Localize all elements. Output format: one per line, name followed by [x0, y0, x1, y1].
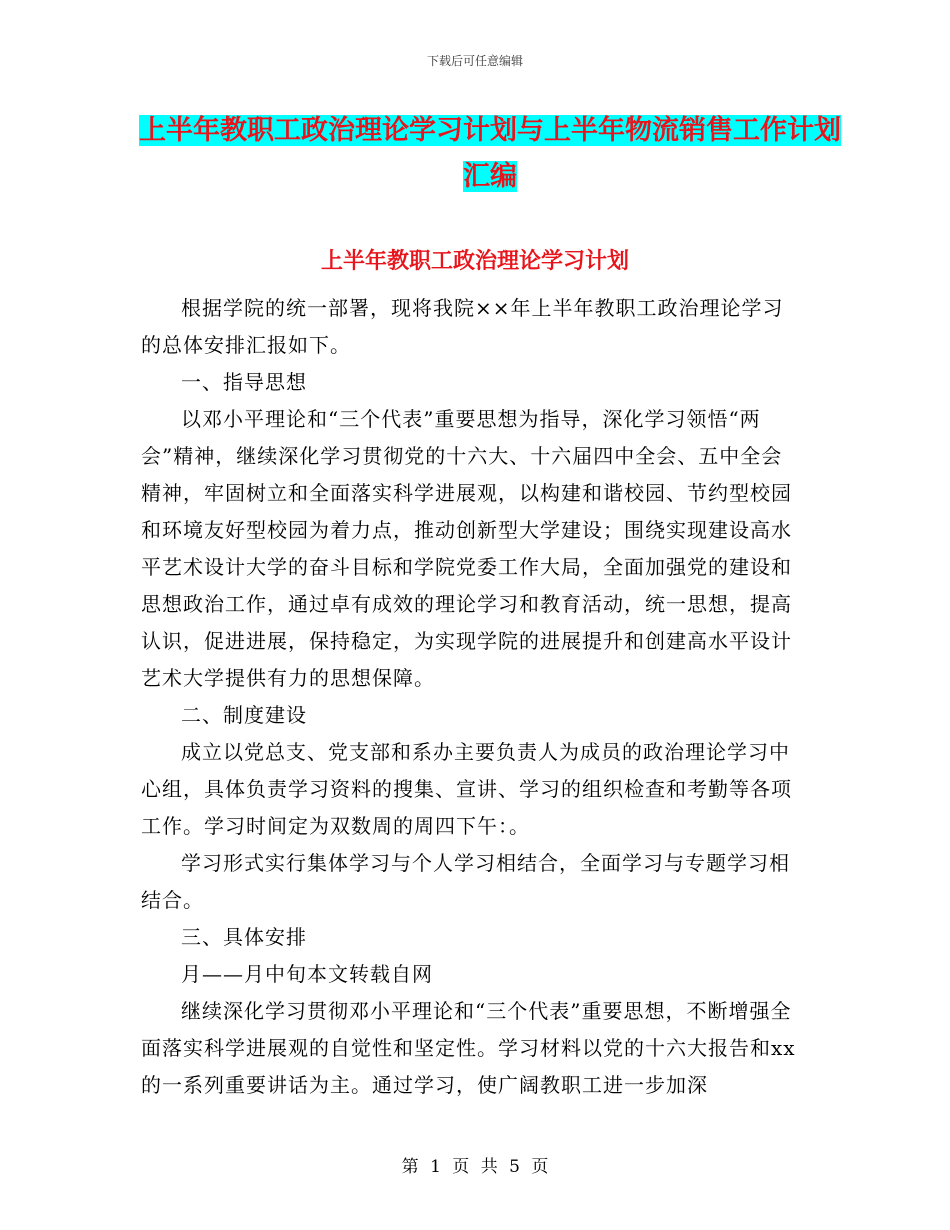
section-heading: 三、具体安排 — [181, 925, 307, 949]
document-title-text: 上半年教职工政治理论学习计划与上半年物流销售工作计划汇编 — [139, 115, 841, 192]
page-footer: 第 1 页 共 5 页 — [401, 1157, 549, 1177]
paragraph: 月——月中旬本文转载自网 — [181, 962, 433, 986]
document-title — [130, 108, 850, 200]
paragraph: 以邓小平理论和“三个代表”重要思想为指导，深化学习领悟“两会”精神，继续深化学习贯彻党的十六大、十六届四中全会、五中全会精神，牢固树立和全面落实科学进展观，以构建和谐校园、节约型校园和环境友好型校园为着力点，推动创新型大学建设；围绕实现建设高水平艺术设计大学的奋斗目标和学院党委工作大局，全面加强党的建设和思想政治工作，通过卓有成效的理论学习和教育活动，统一思想，提高认识，促进进展，保持稳定，为实现学院的进展提升和创建高水平设计艺术大学提供有力的思想保障。 — [141, 407, 792, 690]
section-heading: 二、制度建设 — [181, 703, 307, 727]
paragraph: 继续深化学习贯彻邓小平理论和“三个代表”重要思想，不断增强全面落实科学进展观的自觉性和坚定性。学习材料以党的十六大报告和xx的一系列重要讲话为主。通过学习，使广阔教职工进一步加深 — [141, 999, 796, 1097]
document-body — [141, 290, 801, 1104]
section-heading: 一、指导思想 — [181, 370, 307, 394]
section-title: 上半年教职工政治理论学习计划 — [320, 249, 629, 274]
paragraph: 根据学院的统一部署，现将我院××年上半年教职工政治理论学习的总体安排汇报如下。 — [141, 296, 784, 357]
paragraph: 学习形式实行集体学习与个人学习相结合，全面学习与专题学习相结合。 — [141, 851, 790, 912]
page-header-note: 下载后可任意编辑 — [426, 54, 523, 68]
paragraph: 成立以党总支、党支部和系办主要负责人为成员的政治理论学习中心组，具体负责学习资料的搜集、宣讲、学习的组织检查和考勤等各项工作。学习时间定为双数周的周四下午：。 — [141, 740, 792, 838]
